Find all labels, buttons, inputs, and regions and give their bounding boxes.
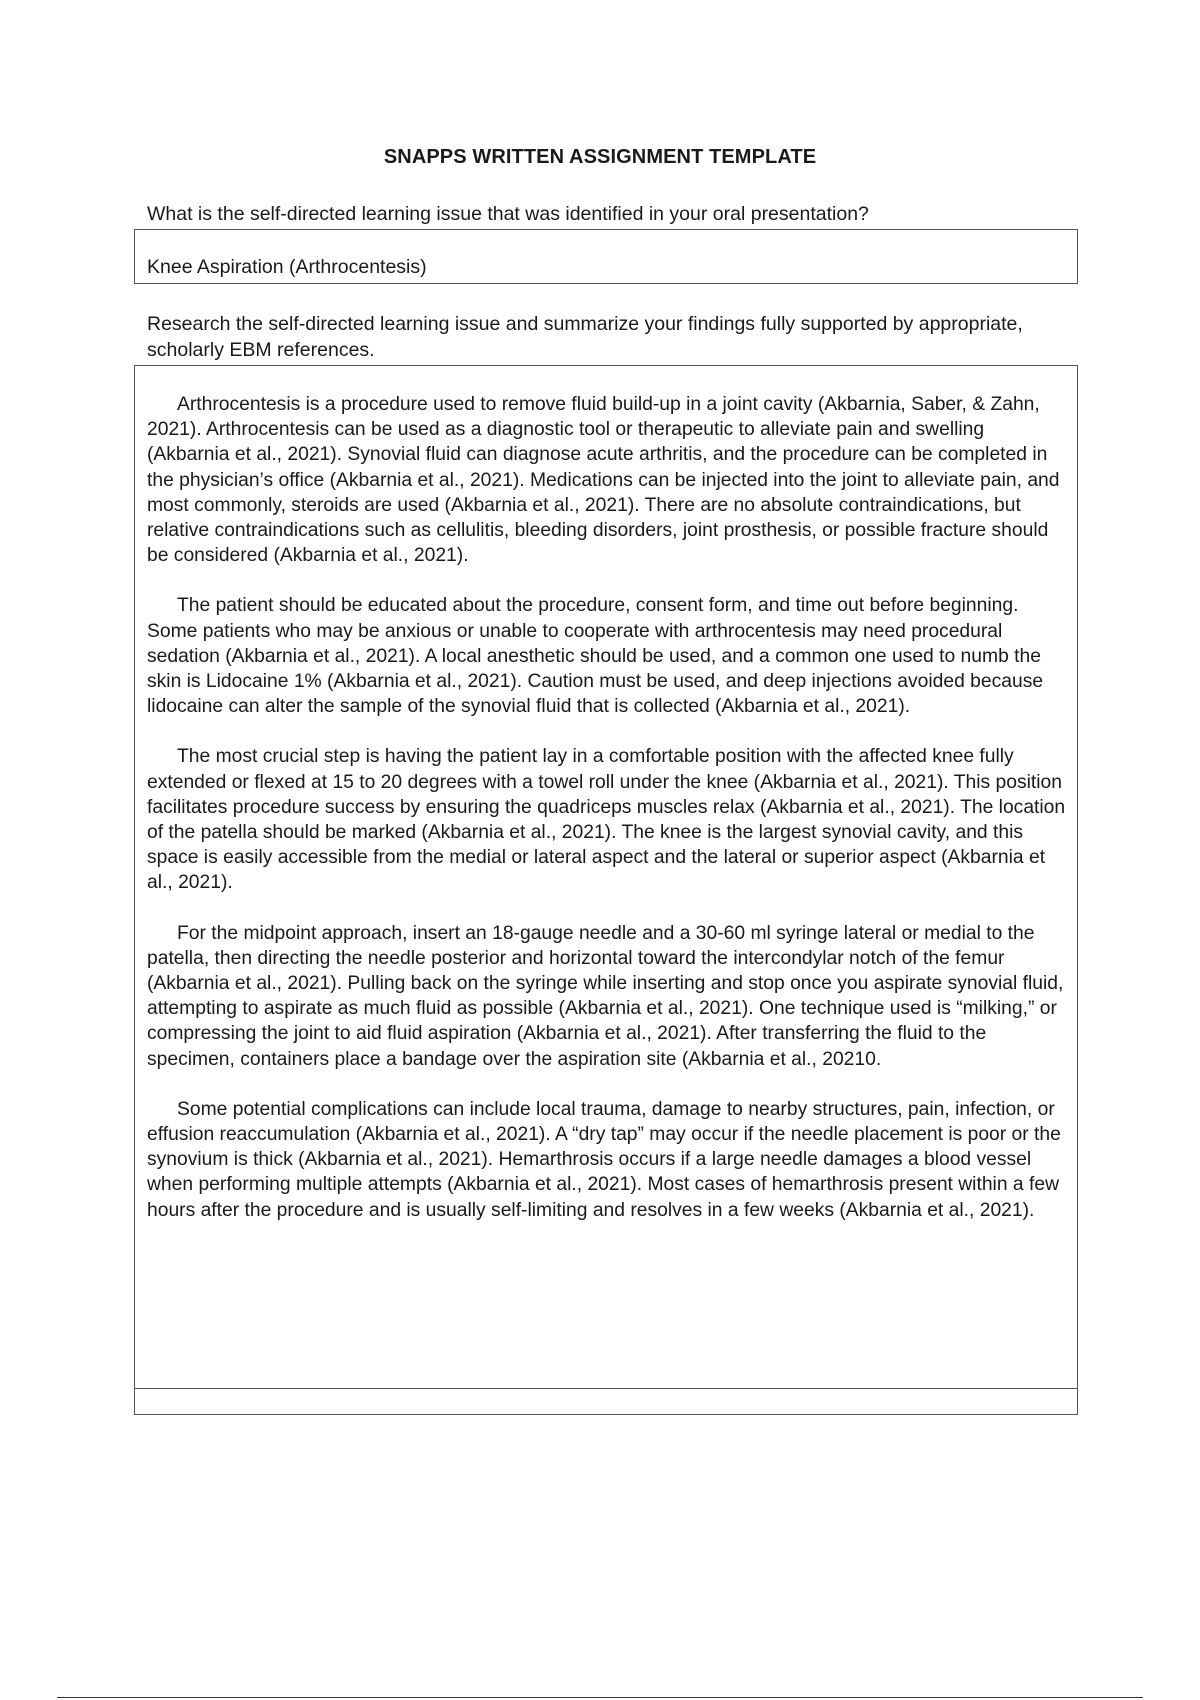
answer-box-research-summary xyxy=(134,365,1078,1415)
summary-paragraph-5: Some potential complications can include local trauma, damage to nearby structures, pain, infection, or effusion reaccumulation (Akbarnia et al., 2021). A “dry tap” may occur if the needle placement is poor or the synovium is thick (Akbarnia et al., 2021). Hemarthrosis occurs if a large needle damages a blood vessel when performing multiple attempts (Akbarnia et al., 2021). Most cases of hemarthrosis present within a few hours after the procedure and is usually self-limiting and resolves in a few weeks (Akbarnia et al., 2021). xyxy=(147,1098,1061,1221)
document-title: SNAPPS WRITTEN ASSIGNMENT TEMPLATE xyxy=(383,146,817,168)
table-row-divider xyxy=(135,1388,1077,1389)
research-summary-body xyxy=(147,392,1067,1248)
summary-paragraph-1: Arthrocentesis is a procedure used to remove fluid build-up in a joint cavity (Akbarnia, Saber, & Zahn, 2021). Arthrocentesis can be used as a diagnostic tool or therapeutic to alleviate pain and swelling (Akbarnia et al., 2021). Synovial fluid can diagnose acute arthritis, and the procedure can be completed in the physician’s office (Akbarnia et al., 2021). Medications can be injected into the joint to alleviate pain, and most commonly, steroids are used (Akbarnia et al., 2021). There are no absolute contraindications, but relative contraindications such as cellulitis, bleeding disorders, joint prosthesis, or possible fracture should be considered (Akbarnia et al., 2021). xyxy=(147,394,1060,567)
answer-box-learning-issue xyxy=(134,229,1078,284)
page-footer-rule xyxy=(57,1697,1143,1698)
summary-paragraph-4: For the midpoint approach, insert an 18-gauge needle and a 30-60 ml syringe lateral or medial to the patella, then directing the needle posterior and horizontal toward the intercondylar notch of the femur (Akbarnia et al., 2021). Pulling back on the syringe while inserting and stop once you aspirate synovial fluid, attempting to aspirate as much fluid as possible (Akbarnia et al., 2021). One technique used is “milking,” or compressing the joint to aid fluid aspiration (Akbarnia et al., 2021). After transferring the fluid to the specimen, containers place a bandage over the aspiration site (Akbarnia et al., 20210. xyxy=(147,922,1064,1070)
answer-learning-issue-text: Knee Aspiration (Arthrocentesis) xyxy=(147,256,427,278)
summary-paragraph-3: The most crucial step is having the patient lay in a comfortable position with the affected knee fully extended or flexed at 15 to 20 degrees with a towel roll under the knee (Akbarnia et al., 2021). This position facilitates procedure success by ensuring the quadriceps muscles relax (Akbarnia et al., 2021). The location of the patella should be marked (Akbarnia et al., 2021). The knee is the largest synovial cavity, and this space is easily accessible from the medial or lateral aspect and the lateral or superior aspect (Akbarnia et al., 2021). xyxy=(147,746,1066,894)
question-learning-issue: What is the self-directed learning issue that was identified in your oral presentation? xyxy=(147,203,869,225)
question-research-summary: Research the self-directed learning issue and summarize your findings fully supported by appropriate, scholarly EBM references. xyxy=(147,313,1023,361)
summary-paragraph-2: The patient should be educated about the procedure, consent form, and time out before beginning. Some patients who may be anxious or unable to cooperate with arthrocentesis may need procedural sedation (Akbarnia et al., 2021). A local anesthetic should be used, and a common one used to numb the skin is Lidocaine 1% (Akbarnia et al., 2021). Caution must be used, and deep injections avoided because lidocaine can alter the sample of the synovial fluid that is collected (Akbarnia et al., 2021). xyxy=(147,595,1044,718)
